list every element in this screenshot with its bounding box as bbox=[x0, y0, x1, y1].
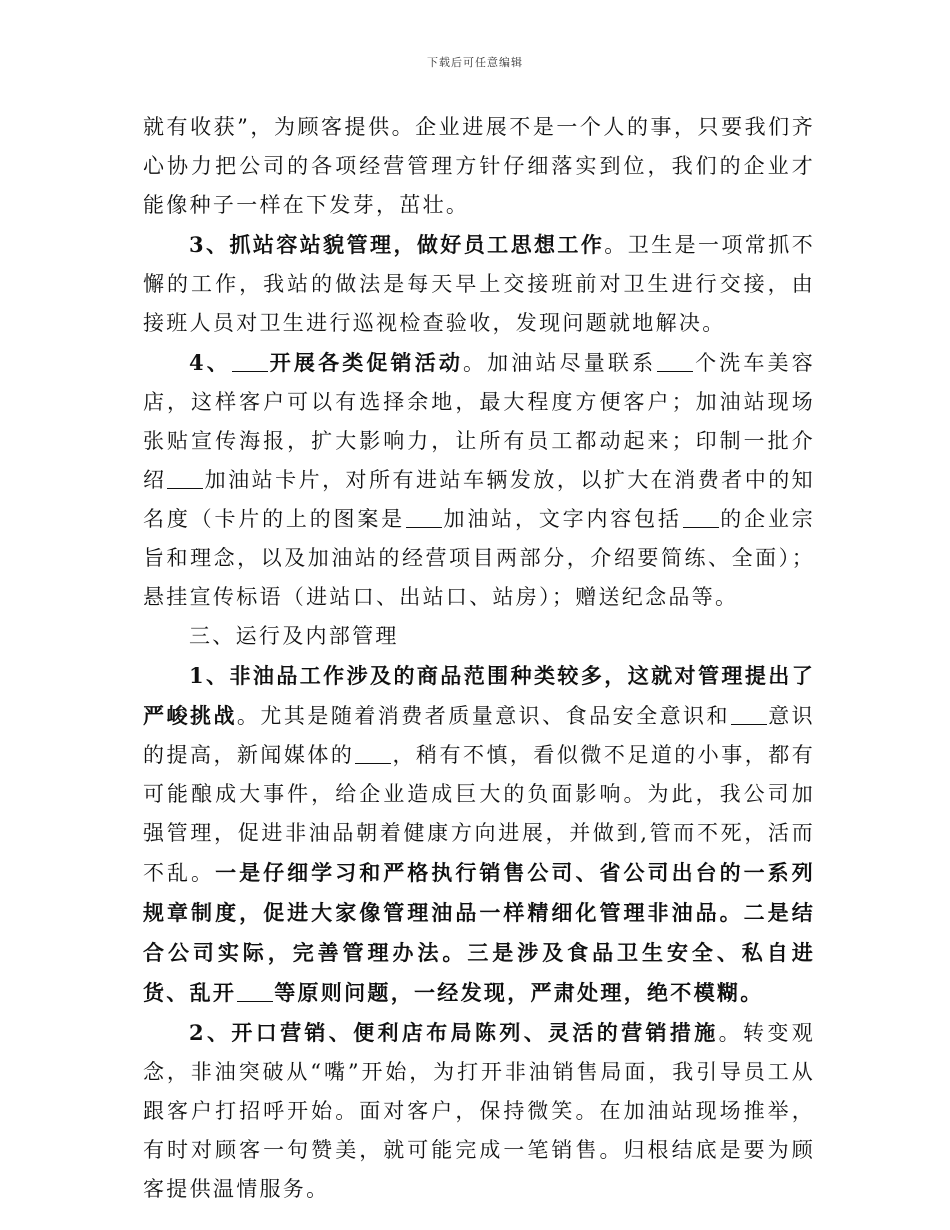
fill-blank bbox=[237, 983, 273, 1002]
page-header: 下载后可任意编辑 bbox=[427, 56, 523, 69]
text-run: 。卫生是一项常抓不懈的工作，我站的做法是每天早上交接班前对卫生进行交接，由接班人员对卫生进行巡视检查验收，发现问题就地解决。 bbox=[143, 233, 816, 335]
text-run: 加油站卡片，对所有进站车辆发放，以扩大在消费者中的知名度（卡片的上的图案是 bbox=[143, 468, 815, 531]
text-run: 三、运行及内部管理 bbox=[189, 624, 399, 648]
bold-text: 2、开口营销、便利店布局陈列、灵活的营销措施 bbox=[189, 1020, 719, 1045]
fill-blank bbox=[657, 353, 693, 372]
fill-blank bbox=[355, 745, 391, 764]
bold-text: 一是仔细学习和严格执行销售公司、省公司出台的一系列规章制度，促进大家像管理油品一样精细化管理非油品。二是结合公司实际，完善管理办法。三是涉及食品卫生安全、私自进货、乱开 bbox=[143, 860, 815, 1005]
bold-text: 1、非油品工作涉及的商品范围种类较多，这就对管理提出了严峻挑战 bbox=[143, 663, 815, 728]
bold-text: 等原则问题，一经发现，严肃处理，绝不模糊。 bbox=[274, 980, 764, 1005]
text-run: 加油站，文字内容包括 bbox=[443, 507, 682, 531]
document-body bbox=[143, 108, 815, 1209]
fill-blank bbox=[406, 509, 442, 528]
paragraph bbox=[143, 617, 815, 656]
fill-blank bbox=[232, 353, 268, 372]
paragraph bbox=[143, 108, 815, 225]
bold-text: 开展各类促销活动 bbox=[268, 350, 463, 375]
text-run: 。加油站尽量联系 bbox=[463, 351, 657, 375]
paragraph bbox=[143, 1013, 815, 1209]
fill-blank bbox=[167, 470, 203, 489]
text-run: 就有收获”，为顾客提供。企业进展不是一个人的事，只要我们齐心协力把公司的各项经营管理方针仔细落实到位，我们的企业才能像种子一样在下发芽，茁壮。 bbox=[143, 115, 815, 217]
paragraph bbox=[143, 656, 815, 1013]
text-run: ，稍有不慎，看似微不足道的小事，都有可能酿成大事件，给企业造成巨大的负面影响。为此，我公司加强管理，促进非油品朝着健康方向进展，并做到,管而不死，活而不乱。 bbox=[143, 743, 816, 885]
text-run: 。转变观念，非油突破从“嘴”开始，为打开非油销售局面，我引导员工从跟客户打招呼开始。面对客户，保持微笑。在加油站现场推举，有时对顾客一句赞美，就可能完成一笔销售。归根结底是要为顾客提供温情服务。 bbox=[143, 1021, 815, 1201]
text-run: 的企业宗旨和理念，以及加油站的经营项目两部分，介绍要简练、全面）；悬挂宣传标语（进站口、出站口、站房）；赠送纪念品等。 bbox=[143, 507, 816, 609]
bold-text: 3、抓站容站貌管理，做好员工思想工作 bbox=[189, 232, 605, 257]
text-run: 。尤其是随着消费者质量意识、食品安全意识和 bbox=[236, 704, 731, 728]
paragraph bbox=[143, 225, 815, 343]
fill-blank bbox=[731, 706, 767, 725]
fill-blank bbox=[683, 509, 719, 528]
text-run: 意识的提高，新闻媒体的 bbox=[143, 704, 815, 767]
text-run: 个洗车美容店，这样客户可以有选择余地，最大程度方便客户；加油站现场张贴宣传海报，扩大影响力，让所有员工都动起来；印制一批介绍 bbox=[143, 351, 815, 492]
paragraph bbox=[143, 343, 815, 617]
bold-text: 4、 bbox=[189, 350, 231, 375]
